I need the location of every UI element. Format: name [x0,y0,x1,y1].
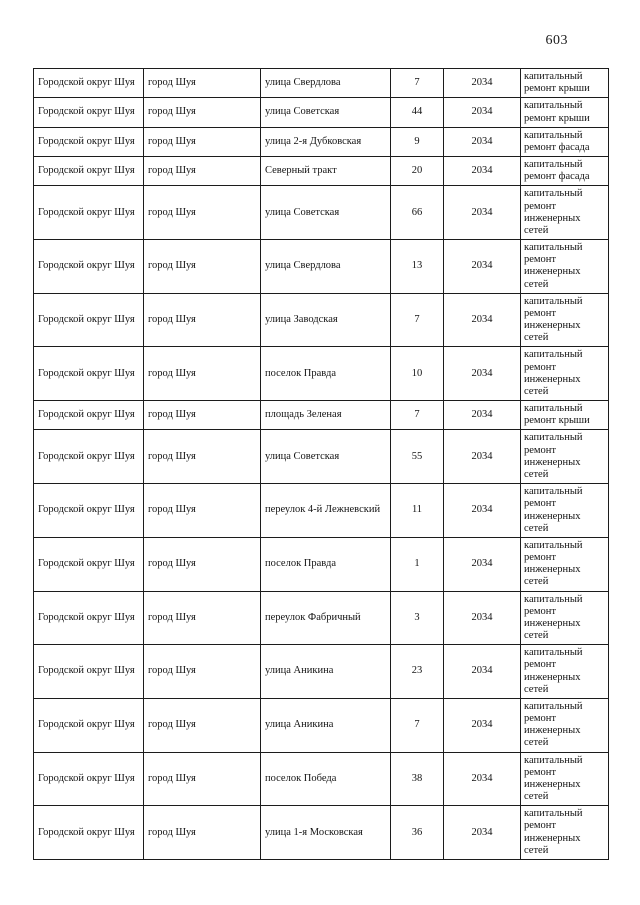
cell-work-type: капитальный ремонт инженерных сетей [521,484,609,538]
cell-work-type: капитальный ремонт инженерных сетей [521,240,609,294]
cell-house-number: 7 [391,293,444,347]
table-row [34,347,609,401]
cell-work-type: капитальный ремонт инженерных сетей [521,186,609,240]
table-row [34,752,609,806]
cell-city: город Шуя [144,157,261,186]
cell-year: 2034 [444,698,521,752]
cell-work-type: капитальный ремонт крыши [521,401,609,430]
cell-year: 2034 [444,127,521,156]
cell-city: город Шуя [144,98,261,127]
cell-street: улица Свердлова [261,69,391,98]
cell-street: улица 2-я Дубковская [261,127,391,156]
cell-house-number: 23 [391,645,444,699]
cell-street: улица Свердлова [261,240,391,294]
repair-plan-table [33,68,609,860]
cell-city: город Шуя [144,806,261,860]
cell-year: 2034 [444,645,521,699]
cell-work-type: капитальный ремонт инженерных сетей [521,698,609,752]
cell-year: 2034 [444,430,521,484]
cell-year: 2034 [444,157,521,186]
cell-year: 2034 [444,484,521,538]
cell-municipality: Городской округ Шуя [34,484,144,538]
cell-city: город Шуя [144,69,261,98]
table-row [34,698,609,752]
cell-street: площадь Зеленая [261,401,391,430]
cell-work-type: капитальный ремонт фасада [521,127,609,156]
cell-street: улица 1-я Московская [261,806,391,860]
cell-house-number: 36 [391,806,444,860]
cell-street: переулок 4-й Лежневский [261,484,391,538]
cell-house-number: 10 [391,347,444,401]
cell-year: 2034 [444,240,521,294]
table-row [34,240,609,294]
cell-house-number: 7 [391,401,444,430]
cell-work-type: капитальный ремонт инженерных сетей [521,293,609,347]
cell-house-number: 1 [391,537,444,591]
cell-street: улица Советская [261,98,391,127]
cell-year: 2034 [444,98,521,127]
cell-city: город Шуя [144,537,261,591]
cell-work-type: капитальный ремонт инженерных сетей [521,347,609,401]
cell-work-type: капитальный ремонт фасада [521,157,609,186]
cell-work-type: капитальный ремонт инженерных сетей [521,430,609,484]
cell-house-number: 38 [391,752,444,806]
cell-street: поселок Правда [261,537,391,591]
cell-city: город Шуя [144,401,261,430]
table-row [34,69,609,98]
cell-municipality: Городской округ Шуя [34,186,144,240]
table-row [34,591,609,645]
cell-municipality: Городской округ Шуя [34,293,144,347]
table-row [34,645,609,699]
cell-city: город Шуя [144,484,261,538]
cell-city: город Шуя [144,240,261,294]
repair-plan-table-body [34,69,609,860]
cell-city: город Шуя [144,186,261,240]
cell-street: улица Заводская [261,293,391,347]
page-number: 603 [545,33,568,48]
cell-city: город Шуя [144,752,261,806]
cell-year: 2034 [444,591,521,645]
cell-house-number: 13 [391,240,444,294]
cell-municipality: Городской округ Шуя [34,537,144,591]
cell-city: город Шуя [144,293,261,347]
table-row [34,186,609,240]
cell-year: 2034 [444,293,521,347]
cell-work-type: капитальный ремонт крыши [521,69,609,98]
table-row [34,430,609,484]
cell-street: переулок Фабричный [261,591,391,645]
table-row [34,806,609,860]
cell-year: 2034 [444,537,521,591]
cell-house-number: 20 [391,157,444,186]
cell-street: поселок Правда [261,347,391,401]
cell-house-number: 9 [391,127,444,156]
cell-work-type: капитальный ремонт крыши [521,98,609,127]
cell-year: 2034 [444,401,521,430]
cell-city: город Шуя [144,430,261,484]
cell-work-type: капитальный ремонт инженерных сетей [521,806,609,860]
cell-year: 2034 [444,347,521,401]
cell-house-number: 11 [391,484,444,538]
cell-municipality: Городской округ Шуя [34,240,144,294]
cell-house-number: 7 [391,698,444,752]
cell-year: 2034 [444,186,521,240]
cell-city: город Шуя [144,127,261,156]
cell-house-number: 66 [391,186,444,240]
cell-house-number: 55 [391,430,444,484]
cell-street: улица Аникина [261,698,391,752]
cell-city: город Шуя [144,645,261,699]
cell-municipality: Городской округ Шуя [34,347,144,401]
table-row [34,401,609,430]
cell-work-type: капитальный ремонт инженерных сетей [521,537,609,591]
cell-house-number: 3 [391,591,444,645]
cell-municipality: Городской округ Шуя [34,157,144,186]
table-row [34,293,609,347]
cell-city: город Шуя [144,698,261,752]
cell-municipality: Городской округ Шуя [34,401,144,430]
cell-municipality: Городской округ Шуя [34,69,144,98]
table-row [34,127,609,156]
cell-street: улица Советская [261,430,391,484]
cell-year: 2034 [444,752,521,806]
cell-street: улица Аникина [261,645,391,699]
table-row [34,157,609,186]
cell-city: город Шуя [144,347,261,401]
cell-municipality: Городской округ Шуя [34,752,144,806]
cell-house-number: 7 [391,69,444,98]
table-row [34,484,609,538]
cell-work-type: капитальный ремонт инженерных сетей [521,752,609,806]
table-row [34,537,609,591]
cell-house-number: 44 [391,98,444,127]
cell-municipality: Городской округ Шуя [34,698,144,752]
cell-year: 2034 [444,69,521,98]
cell-municipality: Городской округ Шуя [34,806,144,860]
cell-municipality: Городской округ Шуя [34,98,144,127]
cell-municipality: Городской округ Шуя [34,591,144,645]
cell-municipality: Городской округ Шуя [34,127,144,156]
cell-year: 2034 [444,806,521,860]
table-row [34,98,609,127]
cell-street: улица Советская [261,186,391,240]
cell-work-type: капитальный ремонт инженерных сетей [521,645,609,699]
cell-municipality: Городской округ Шуя [34,645,144,699]
cell-street: Северный тракт [261,157,391,186]
cell-city: город Шуя [144,591,261,645]
cell-street: поселок Победа [261,752,391,806]
cell-work-type: капитальный ремонт инженерных сетей [521,591,609,645]
cell-municipality: Городской округ Шуя [34,430,144,484]
